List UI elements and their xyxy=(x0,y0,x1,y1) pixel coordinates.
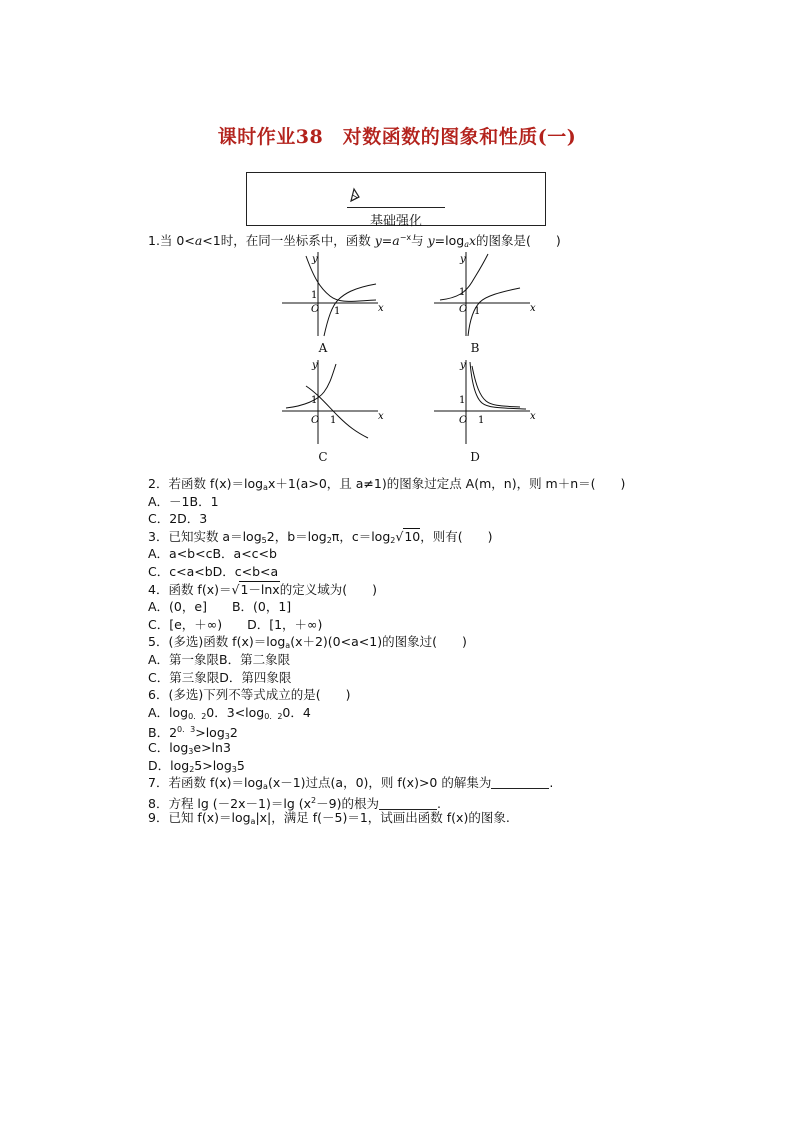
origin-label: O xyxy=(311,415,320,426)
q3-options-cd: C．c<a<bD．c<b<a xyxy=(148,563,279,579)
q4-options-cd: C．[e，＋∞) D．[1，＋∞) xyxy=(148,616,323,632)
tick-one-x: 1 xyxy=(478,415,485,426)
y-axis-label: y xyxy=(312,254,318,265)
q6-option-d: D．$\log_25>\log_35$ xyxy=(148,757,245,774)
graph-b xyxy=(430,248,540,338)
x-axis-label: x xyxy=(530,303,536,314)
origin-label: O xyxy=(311,304,320,315)
question-list-2 xyxy=(148,475,668,827)
question-3: 3．已知实数 $a=\log_52$，$b=\log_2\pi$，$c=\log_2√10$，则有( ) xyxy=(148,528,493,545)
graph-d-label: D xyxy=(470,450,480,464)
tick-one-y: 1 xyxy=(459,395,466,406)
y-axis-label: y xyxy=(460,360,466,371)
graph-a-label: A xyxy=(318,341,328,355)
y-axis-label: y xyxy=(312,360,318,371)
answer-blank[interactable] xyxy=(379,797,437,810)
q4-options-ab: A．(0，e] B．(0，1] xyxy=(148,599,292,615)
y-axis-label: y xyxy=(460,254,466,265)
question-8: 8．方程 lg (－2x－1)＝lg $(x^2-9)$的根为 . xyxy=(148,795,441,811)
x-axis-label: x xyxy=(378,411,384,422)
q5-options-ab: A．第一象限B．第二象限 xyxy=(148,651,291,667)
x-axis-label: x xyxy=(530,411,536,422)
tick-one-x: 1 xyxy=(330,415,337,426)
graph-a xyxy=(278,248,388,338)
tick-one-y: 1 xyxy=(311,290,318,301)
question-9: 9．已知 $f(x)=\log_a|x|$，满足 f(－5)＝1，试画出函数 f(x)的图象. xyxy=(148,810,510,827)
origin-label: O xyxy=(459,415,468,426)
graph-c-label: C xyxy=(318,450,328,464)
q6-option-c: C．$\log_3e>\ln 3$ xyxy=(148,739,231,756)
q5-options-cd: C．第三象限D．第四象限 xyxy=(148,669,292,685)
graph-d xyxy=(430,356,540,446)
question-1: 1.当 0<a<1时，在同一坐标系中，函数 $y=a^{-x}$与 $y=\log_ax$的图象是( ) xyxy=(148,233,561,249)
graph-b-label: B xyxy=(470,341,480,355)
banner-underline xyxy=(347,207,445,208)
question-7: 7．若函数 $f(x)=\log_a(x-1)$过点(a，0)，则 f(x)>0 的解集为 . xyxy=(148,775,554,792)
question-6: 6．(多选)下列不等式成立的是( ) xyxy=(148,687,351,703)
banner-label: 基础强化 xyxy=(369,214,422,229)
q6-option-a: A．$\log_{0.2}0$．$3<\log_{0.2}0$．4 xyxy=(148,704,311,721)
question-2: 2．若函数 $f(x)=\log_ax+1(a>0$，且 a≠1)的图象过定点 A(m，n)，则 m＋n＝( ) xyxy=(148,476,626,492)
tick-one-y: 1 xyxy=(459,287,466,298)
tick-one-x: 1 xyxy=(474,306,481,317)
tick-one-x: 1 xyxy=(334,306,341,317)
tick-one-y: 1 xyxy=(311,395,318,406)
q6-option-b: B．$2^{0.3}>\log_32$ xyxy=(148,725,238,742)
question-list xyxy=(148,229,668,247)
pencil-icon xyxy=(347,187,363,203)
q2-options-cd: C．2D．3 xyxy=(148,511,208,527)
q2-options-ab: A．－1B．1 xyxy=(148,493,219,509)
answer-blank[interactable] xyxy=(491,776,549,789)
origin-label: O xyxy=(459,304,468,315)
x-axis-label: x xyxy=(378,303,384,314)
graph-c xyxy=(278,356,388,446)
question-4: 4．函数 f(x)＝√1－lnx的定义域为( ) xyxy=(148,581,377,597)
q3-options-ab: A．a<b<cB．a<c<b xyxy=(148,546,277,562)
page-title: 课时作业38 对数函数的图象和性质(一) xyxy=(217,126,577,148)
section-banner xyxy=(246,172,546,229)
question-5: 5．(多选)函数 $f(x)=\log_a(x+2)(0<a<1)$的图象过( ) xyxy=(148,634,467,651)
